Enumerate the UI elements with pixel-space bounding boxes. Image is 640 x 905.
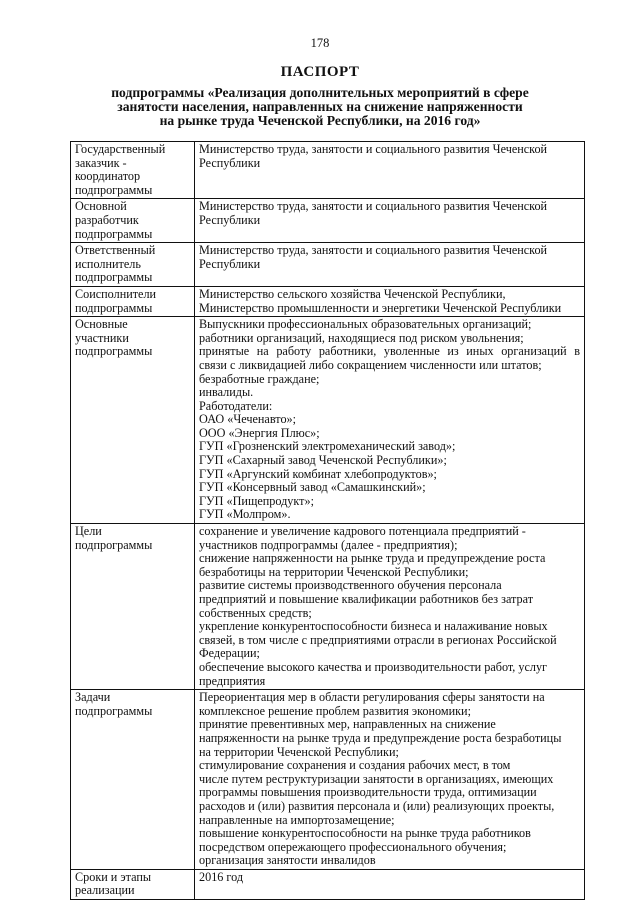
document-subtitle (70, 86, 570, 128)
row-value-line: Федерации; (199, 646, 260, 661)
row-value (195, 243, 585, 287)
row-value-line: снижение напряженности на рынке труда и предупреждение роста (199, 551, 546, 566)
row-value-line: принятие превентивных мер, направленных на снижение (199, 717, 496, 732)
row-label-line: Сроки и этапы (75, 869, 152, 884)
passport-table (70, 141, 585, 900)
row-value-line: ГУП «Пищепродукт»; (199, 493, 314, 508)
row-value-line: собственных средств; (199, 605, 312, 620)
table-row (71, 243, 585, 287)
row-label-line: Задачи (75, 690, 111, 705)
row-value-line: Выпускники профессиональных образовательных организаций; (199, 317, 532, 332)
table-row (71, 199, 585, 243)
row-value-line: безработицы на территории Чеченской Республики; (199, 564, 469, 579)
row-label (71, 199, 195, 243)
row-value-line: напряженности на рынке труда и предупреждение роста безработицы (199, 730, 562, 745)
row-value-line: 2016 год (199, 869, 244, 884)
row-value (195, 286, 585, 316)
table-row (71, 286, 585, 316)
table-row (71, 524, 585, 690)
row-value-line: программы повышения производительности труда, оптимизации (199, 785, 537, 800)
row-value-line: ОАО «Чеченавто»; (199, 412, 297, 427)
row-value-line: участников подпрограммы (далее - предприятия); (199, 537, 458, 552)
table-row (71, 142, 585, 199)
row-label-line: подпрограммы (75, 344, 153, 359)
row-label (71, 142, 195, 199)
row-value-line: ГУП «Молпром». (199, 507, 291, 522)
row-label (71, 869, 195, 899)
row-value-line: предприятий и повышение квалификации работников без затрат (199, 592, 534, 606)
row-value-line: предприятия (199, 673, 266, 688)
table-row (71, 869, 585, 899)
row-value-line: работники организаций, находящиеся под риском увольнения; (199, 330, 524, 345)
row-value-line: стимулирование сохранения и создания рабочих мест, в том (199, 758, 511, 773)
table-row (71, 317, 585, 524)
row-value-line: сохранение и увеличение кадрового потенциала предприятий - (199, 524, 526, 539)
row-value-line: укрепление конкурентоспособности бизнеса и налаживание новых (199, 619, 548, 634)
row-value (195, 690, 585, 870)
row-label-line: заказчик - (75, 155, 127, 170)
row-value-line: Министерство труда, занятости и социального развития Чеченской (199, 142, 548, 156)
row-label (71, 286, 195, 316)
subtitle-line: подпрограммы «Реализация дополнительных мероприятий в сфере (111, 85, 529, 100)
row-value-line: Переориентация мер в области регулирования сферы занятости на (199, 690, 545, 705)
table-row (71, 690, 585, 870)
row-value-line: Республики (199, 212, 261, 227)
row-label-line: подпрограммы (75, 703, 153, 718)
row-value-line: посредством опережающего профессионального обучения; (199, 839, 507, 854)
row-value (195, 317, 585, 524)
row-label-line: Государственный (75, 142, 166, 156)
row-label-line: координатор (75, 169, 141, 184)
row-value-line: на территории Чеченской Республики; (199, 744, 399, 759)
row-value-line: ООО «Энергия Плюс»; (199, 425, 320, 440)
row-value-line: Работодатели: (199, 398, 273, 413)
row-value-line: связи с ликвидацией либо сокращением численности или штатов; (199, 357, 542, 372)
row-value-line: ГУП «Грозненский электромеханический завод»; (199, 439, 456, 454)
row-value-line: направленные на импортозамещение; (199, 812, 395, 827)
row-label-line: Основной (75, 199, 127, 214)
row-value-line: ГУП «Аргунский комбинат хлебопродуктов»; (199, 466, 437, 481)
row-value-line: ГУП «Консервный завод «Самашкинский»; (199, 480, 426, 495)
subtitle-line: на рынке труда Чеченской Республики, на 2016 год» (159, 113, 481, 128)
page-number: 178 (310, 36, 330, 50)
row-value-line: Министерство труда, занятости и социального развития Чеченской (199, 199, 548, 214)
row-value-line: Республики (199, 256, 261, 271)
row-value (195, 199, 585, 243)
row-value-line: повышение конкурентоспособности на рынке труда работников (199, 826, 531, 841)
row-label-line: подпрограммы (75, 270, 153, 285)
row-value-line: связей, в том числе с предприятиями отрасли в регионах Российской (199, 632, 557, 647)
row-label-line: Ответственный (75, 243, 156, 258)
row-label-line: подпрограммы (75, 300, 153, 315)
row-value-line: безработные граждане; (199, 371, 320, 386)
row-label-line: разработчик (75, 212, 139, 227)
subtitle-line: занятости населения, направленных на снижение напряженности (117, 99, 523, 114)
row-label (71, 524, 195, 690)
row-label-line: подпрограммы (75, 182, 153, 197)
row-label-line: Основные (75, 317, 128, 332)
row-value-line: Министерство труда, занятости и социального развития Чеченской (199, 243, 548, 258)
row-value-line: обеспечение высокого качества и производительности работ, услуг (199, 659, 548, 674)
row-value-line: развитие системы производственного обучения персонала (199, 578, 502, 593)
row-value-line: числе путем реструктуризации занятости в организациях, имеющих (199, 771, 554, 786)
row-label (71, 243, 195, 287)
row-value (195, 869, 585, 899)
row-value-line: комплексное решение проблем развития экономики; (199, 703, 471, 718)
document-title: ПАСПОРТ (280, 64, 360, 80)
row-value-line: инвалиды. (199, 385, 254, 400)
row-value (195, 524, 585, 690)
row-label-line: Цели (75, 524, 102, 539)
row-value-line: ГУП «Сахарный завод Чеченской Республики»; (199, 453, 447, 468)
row-value (195, 142, 585, 199)
row-value-line: организация занятости инвалидов (199, 853, 376, 868)
row-label-line: подпрограммы (75, 537, 153, 552)
row-value-line: Министерство сельского хозяйства Чеченской Республики, (199, 286, 506, 301)
row-label-line: Соисполнители (75, 286, 157, 301)
row-value-line: расходов и (или) развития персонала и (или) реализующих проекты, (199, 798, 555, 813)
row-value-line: Министерство промышленности и энергетики Чеченской Республики (199, 300, 562, 315)
row-label (71, 317, 195, 524)
row-label-line: участники (75, 330, 129, 345)
row-label-line: подпрограммы (75, 226, 153, 241)
row-label-line: исполнитель (75, 256, 141, 271)
row-value-line: Республики (199, 155, 261, 170)
row-label (71, 690, 195, 870)
row-value-line: принятые на работу работники, уволенные из иных организаций в (199, 344, 580, 359)
row-label-line: реализации (75, 883, 135, 898)
